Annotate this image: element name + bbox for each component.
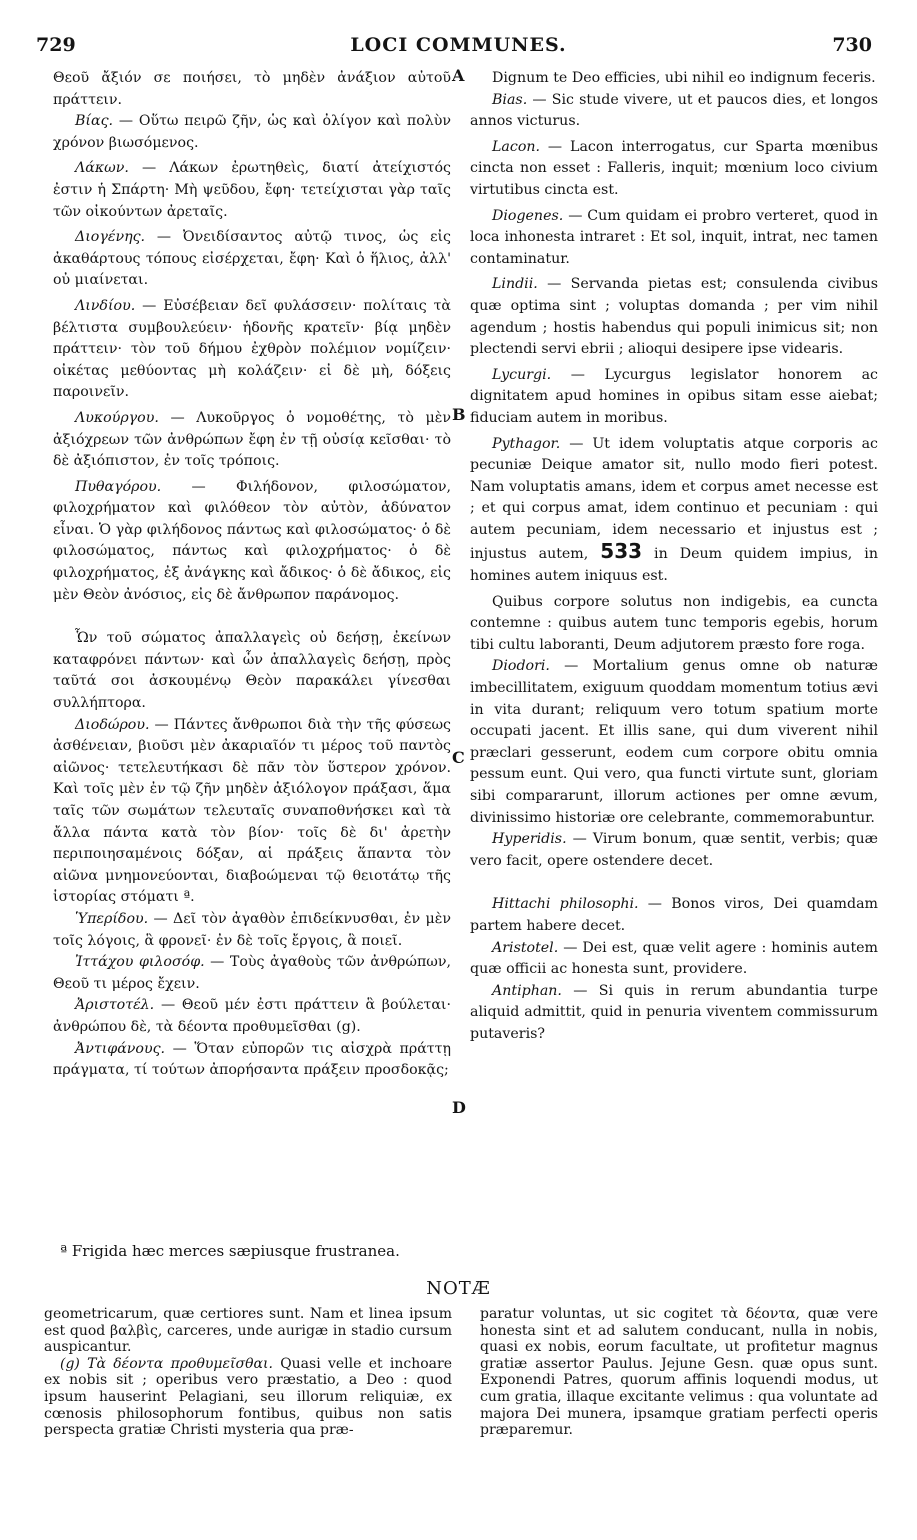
notes-heading: NOTÆ [426, 1278, 491, 1299]
greek-paragraph: Ἀριστοτέλ. — Θεοῦ μέν ἐστι πράττειν ἃ βούλεται· ἀνθρώπου δὲ, τὰ δέοντα προθυμεῖσθαι (g). [53, 997, 451, 1035]
greek-paragraph: Βίας. — Οὕτω πειρῶ ζῆν, ὡς καὶ ὀλίγον καὶ πολὺν χρόνον βιωσόμενος. [53, 113, 451, 151]
section-marker-c: C [452, 748, 465, 767]
greek-paragraph: Διογένης. — Ὀνειδίσαντος αὐτῷ τινος, ὡς εἰς ἀκαθάρτους τόπους εἰσέρχεται, ἔφη· Καὶ ὁ ἥλιος, ἀλλ' οὐ μιαίνεται. [53, 229, 451, 289]
page-number-left: 729 [36, 34, 76, 56]
note-paragraph: (g) Τὰ δέοντα προθυμεῖσθαι. Quasi velle et inchoare ex nobis sit ; operibus vero præstatio, a Deo : quod ipsum hauserint Pelagiani, seu illorum reliquiæ, ex cœnosis philosophorum fontibus, quibus non satis perspecta gratiæ Christi mysteria qua præ- [44, 1355, 452, 1439]
greek-paragraph: Ἀντιφάνους. — Ὅταν εὐπορῶν τις αἰσχρὰ πράττῃ πράγματα, τί τούτων ἀπορήσαντα πράξειν προσδοκᾷς; [53, 1040, 451, 1079]
latin-paragraph: Quibus corpore solutus non indigebis, ea cuncta contemne : quibus autem tunc temporis egebis, horum tibi cultu laboranti, Deum adjutorem præsto fore roga. [470, 593, 878, 653]
column-number: 533 [600, 539, 643, 564]
latin-paragraph: Hittachi philosophi. — Bonos viros, Dei quamdam partem habere decet. [470, 896, 878, 934]
note-paragraph: paratur voluntas, ut sic cogitet τὰ δέοντα, quæ vere honesta sint et ad salutem conducant, nulla in nobis, quasi ex nobis, eorum facultate, ut profitetur magnus gratiæ assertor Paulus. Jejune Gesn. quæ opus sunt. Exponendi Patres, quorum affinis loquendi modus, ut cum gratia, illaque excitante velimus : qua voluntate ad majora Dei munera, ipsamque gratiam perfecti operis præparemur. [480, 1306, 878, 1439]
latin-paragraph: Diogenes. — Cum quidam ei probro verteret, quod in loca inhonesta intraret : Et sol, inquit, intrat, nec tamen contaminatur. [470, 207, 878, 267]
greek-paragraph: Λυκούργου. — Λυκοῦργος ὁ νομοθέτης, τὸ μὲν ἀξιόχρεων τῶν ἀνθρώπων ἔφη ἐν τῇ οὐσίᾳ κεῖσθαι· τὸ δὲ ἀξιόπιστον, ἐν τοῖς τρόποις. [53, 409, 451, 470]
notes-left-column [44, 1306, 452, 1439]
running-header [0, 34, 917, 60]
greek-paragraph: Θεοῦ ἄξιόν σε ποιήσει, τὸ μηδὲν ἀνάξιον αὐτοῦ πράττειν. [53, 70, 451, 108]
greek-paragraph: Λινδίου. — Εὐσέβειαν δεῖ φυλάσσειν· πολίταις τὰ βέλτιστα συμβουλεύειν· ἡδονῆς κρατεῖν· βίᾳ μηδὲν πράττειν· τὸν τοῦ δήμου ἐχθρὸν πολέμιον νομίζειν· οἰκέτας μεθύοντας μὴ κολάζειν· εἰ δὲ μὴ, δόξεις παροινεῖν. [53, 297, 451, 401]
greek-paragraph: Πυθαγόρου. — Φιλήδονον, φιλοσώματον, φιλοχρήματον καὶ φιλόθεον τὸν αὐτὸν, ἀδύνατον εἶναι. Ὁ γὰρ φιλήδονος πάντως καὶ φιλοσώματος· ὁ δὲ φιλοσώματος, πάντως καὶ φιλοχρήματος· ὁ δὲ φιλοχρήματος, ἐξ ἀνάγκης καὶ ἄδικος· ὁ δὲ ἄδικος, εἰς μὲν Θεὸν ἀνόσιος, εἰς δὲ ἄνθρωπον παράνομος. [53, 478, 451, 603]
page-number-right: 730 [832, 34, 872, 56]
greek-paragraph: Διοδώρου. — Πάντες ἄνθρωποι διὰ τὴν τῆς φύσεως ἀσθένειαν, βιοῦσι μὲν ἀκαριαῖόν τι μέρος τοῦ παντὸς αἰῶνος· τετελευτήκασι δὲ πᾶν τὸν ὕστερον χρόνον. Καὶ τοῖς μὲν ἐν τῷ ζῆν μηδὲν ἀξιόλογον πράξασι, ἅμα ταῖς τῶν σωμάτων τελευταῖς συναποθνήσκει καὶ τὰ ἄλλα πάντα κατὰ τὸν βίον· τοῖς δὲ δι' ἀρετὴν περιποιησαμένοις δόξαν, αἱ πράξεις ἅπαντα τὸν αἰῶνα μνημονεύονται, διαβοώμεναι τῷ θειοτάτῳ τῆς ἱστορίας στόματι ª. [53, 716, 451, 906]
greek-paragraph: Ὑπερίδου. — Δεῖ τὸν ἀγαθὸν ἐπιδείκνυσθαι, ἐν μὲν τοῖς λόγοις, ἃ φρονεῖ· ἐν δὲ τοῖς ἔργοις, ἃ ποιεῖ. [53, 910, 451, 949]
latin-paragraph: Bias. — Sic stude vivere, ut et paucos dies, et longos annos victurus. [470, 91, 878, 130]
latin-column [470, 68, 878, 1046]
latin-paragraph: Diodori. — Mortalium genus omne ob naturæ imbecillitatem, exiguum quoddam momentum totius ævi in vita durant; reliquum vero totum spatium morte occupati jacent. Et illis sane, qui dum viverent nihil præclari gesserunt, eodem cum corpore obitu omnia pessum eunt. Qui vero, qua functi virtute sunt, gloriam sibi compararunt, illorum actiones per omne ævum, divinissimo historiæ ore celebrante, commemorabuntur. [470, 658, 878, 826]
section-marker-a: A [452, 66, 465, 85]
greek-paragraph: Ὧν τοῦ σώματος ἀπαλλαγεὶς οὐ δεήσῃ, ἐκείνων καταφρόνει πάντων· καὶ ὧν ἀπαλλαγεὶς δεήσῃ, πρὸς ταῦτά σοι ἀσκουμένῳ Θεὸν παρακάλει γίνεσθαι συλλήπτορα. [53, 630, 451, 712]
greek-paragraph: Λάκων. — Λάκων ἐρωτηθεὶς, διατί ἀτείχιστός ἐστιν ἡ Σπάρτη· Μὴ ψεῦδου, ἔφη· τετείχισται γὰρ ταῖς τῶν οἰκούντων ἀρεταῖς. [53, 160, 451, 220]
latin-paragraph: Antiphan. — Si quis in rerum abundantia turpe aliquid admittit, quid in penuria viventem commissurum putaveris? [470, 982, 878, 1042]
notes-right-column [480, 1306, 878, 1439]
section-marker-b: B [452, 405, 466, 424]
latin-paragraph: Dignum te Deo efficies, ubi nihil eo indignum feceris. [492, 70, 876, 86]
latin-paragraph: Lacon. — Lacon interrogatus, cur Sparta mœnibus cincta non esset : Falleris, inquit; mœnium loco civium virtutibus cincta est. [470, 138, 878, 198]
latin-paragraph: Hyperidis. — Virum bonum, quæ sentit, verbis; quæ vero facit, opere ostendere decet. [470, 831, 878, 869]
running-title: LOCI COMMUNES. [350, 34, 567, 56]
latin-paragraph: Lycurgi. — Lycurgus legislator honorem ac dignitatem apud homines in opibus sitam esse aiebat; fiduciam autem in moribus. [470, 366, 878, 426]
greek-column [53, 68, 451, 1082]
footnote: ª Frigida hæc merces sæpiusque frustranea. [60, 1242, 400, 1260]
section-marker-d: D [452, 1098, 466, 1117]
latin-paragraph: Aristotel. — Dei est, quæ velit agere : hominis autem quæ officii ac honesta sunt, providere. [470, 939, 878, 978]
latin-paragraph: Lindii. — Servanda pietas est; consulenda civibus quæ optima sint ; voluptas domanda ; per vim nihil agendum ; hostis habendus qui populi inimicus sit; non plectendi servi ebrii ; alioqui desipere ipse videaris. [470, 276, 878, 358]
note-paragraph: geometricarum, quæ certiores sunt. Nam et linea ipsum est quod βαλβὶς, carceres, unde aurigæ in stadio cursum auspicantur. [44, 1306, 452, 1356]
latin-paragraph: Pythagor. — Ut idem voluptatis atque corporis ac pecuniæ Deique amator sit, nullo modo fieri potest. Nam voluptatis amans, idem et corpus amet necesse est ; et qui corpus amat, idem continuo et pecuniam : qui autem pecuniam, idem necessario et injustus est ; injustus autem, 533 in Deum quidem impius, in homines autem iniquus est. [470, 435, 878, 585]
greek-paragraph: Ἰττάχου φιλοσόφ. — Τοὺς ἀγαθοὺς τῶν ἀνθρώπων, Θεοῦ τι μέρος ἔχειν. [53, 954, 451, 992]
